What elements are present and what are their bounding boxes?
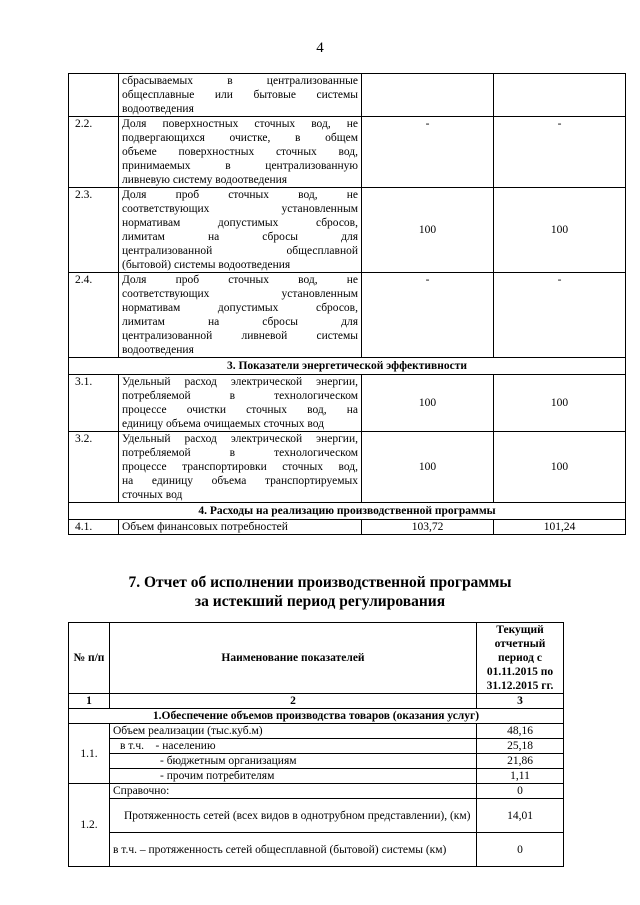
row-number: 1.2. [69, 784, 110, 867]
next-value: - [494, 117, 626, 188]
current-value: 103,72 [362, 520, 494, 535]
page-number: 4 [316, 40, 324, 56]
table-row [69, 117, 626, 188]
row-number: 1.1. [69, 724, 110, 784]
row-value: 25,18 [477, 739, 564, 754]
current-value: 100 [362, 432, 494, 503]
row-description: Удельный расход электрической энергии, потребляемой в технологическом процессе транспортировки сточных вод, на единицу объема транспортируемых сточных вод [119, 432, 362, 503]
current-value: 100 [362, 375, 494, 432]
col-num-header: № п/п [69, 623, 110, 694]
table-row [69, 769, 564, 784]
col-number: 2 [110, 694, 477, 709]
row-label: в т.ч. - населению [110, 739, 477, 754]
row-number: 2.2. [69, 117, 119, 188]
report-table [68, 622, 564, 867]
next-value [494, 74, 626, 117]
row-description: Доля проб сточных вод, не соответствующих установленным нормативам допустимых сбросов, лимитам на сбросы для централизованной ливневой системы водоотведения [119, 273, 362, 358]
section-row [69, 709, 564, 724]
current-value: 100 [362, 188, 494, 273]
row-value: 48,16 [477, 724, 564, 739]
row-description: Объем финансовых потребностей [119, 520, 362, 535]
row-value: 1,11 [477, 769, 564, 784]
section-row [69, 503, 626, 520]
indicators-table [68, 73, 626, 535]
section-heading: 7. Отчет об исполнении производственной программы за истекший период регулирования [128, 574, 512, 610]
next-value: - [494, 273, 626, 358]
column-number-row [69, 694, 564, 709]
table-row [69, 273, 626, 358]
next-value: 100 [494, 188, 626, 273]
row-label: - прочим потребителям [110, 769, 477, 784]
row-label: Справочно: [110, 784, 477, 799]
section-row [69, 358, 626, 375]
col-number: 3 [477, 694, 564, 709]
row-number [69, 74, 119, 117]
next-value: 100 [494, 432, 626, 503]
row-label: Протяженность сетей (всех видов в однотрубном представлении), (км) [110, 799, 477, 833]
table-row [69, 739, 564, 754]
row-number: 2.3. [69, 188, 119, 273]
row-value: 14,01 [477, 799, 564, 833]
row-number: 4.1. [69, 520, 119, 535]
row-value: 0 [477, 833, 564, 867]
section-title: 3. Показатели энергетической эффективности [69, 358, 626, 375]
row-number: 3.1. [69, 375, 119, 432]
section-title: 4. Расходы на реализацию производственной программы [69, 503, 626, 520]
row-number: 2.4. [69, 273, 119, 358]
col-number: 1 [69, 694, 110, 709]
next-value: 100 [494, 375, 626, 432]
next-value: 101,24 [494, 520, 626, 535]
current-value [362, 74, 494, 117]
row-label: Объем реализации (тыс.куб.м) [110, 724, 477, 739]
table-row [69, 432, 626, 503]
row-value: 21,86 [477, 754, 564, 769]
row-value: 0 [477, 784, 564, 799]
table-row [69, 799, 564, 833]
col-period-header: Текущий отчетный период с 01.11.2015 по 31.12.2015 гг. [477, 623, 564, 694]
header-row [69, 623, 564, 694]
table-row [69, 520, 626, 535]
table-row [69, 188, 626, 273]
current-value: - [362, 273, 494, 358]
row-number: 3.2. [69, 432, 119, 503]
table-row [69, 833, 564, 867]
section-title: 1.Обеспечение объемов производства товаров (оказания услуг) [69, 709, 564, 724]
table-row [69, 754, 564, 769]
row-description: Удельный расход электрической энергии, потребляемой в технологическом процессе очистки сточных вод, на единицу объема очищаемых сточных вод [119, 375, 362, 432]
table-row [69, 74, 626, 117]
col-name-header: Наименование показателей [110, 623, 477, 694]
table-row [69, 784, 564, 799]
row-label: - бюджетным организациям [110, 754, 477, 769]
row-description: Доля поверхностных сточных вод, не подвергающихся очистке, в общем объеме поверхностных сточных вод, принимаемых в централизованную ливневую систему водоотведения [119, 117, 362, 188]
row-description: сбрасываемых в централизованные общесплавные или бытовые системы водоотведения [119, 74, 362, 117]
table-row [69, 724, 564, 739]
table-row [69, 375, 626, 432]
row-description: Доля проб сточных вод, не соответствующих установленным нормативам допустимых сбросов, лимитам на сбросы для централизованной общесплавной (бытовой) системы водоотведения [119, 188, 362, 273]
row-label: в т.ч. – протяженность сетей общесплавной (бытовой) системы (км) [110, 833, 477, 867]
current-value: - [362, 117, 494, 188]
